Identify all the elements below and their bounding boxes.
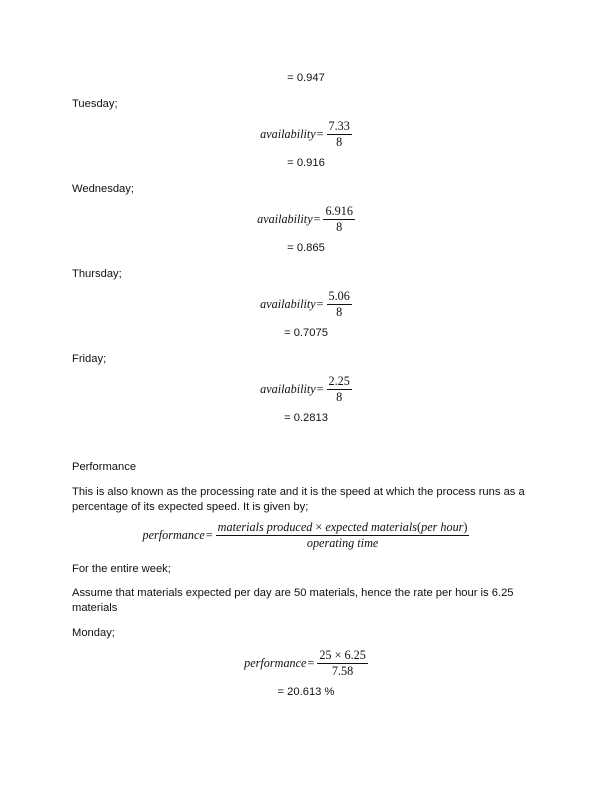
equation-lhs: availability [257, 212, 313, 226]
equation-lhs: availability [260, 297, 316, 311]
monday-availability-result: = 0.947 [287, 72, 325, 84]
numerator: 25 × 6.25 [319, 648, 366, 662]
denominator: 7.58 [331, 664, 354, 678]
friday-result: = 0.2813 [284, 412, 328, 424]
wednesday-availability-equation [0, 205, 612, 234]
denominator [305, 536, 380, 550]
equation-lhs: availability [260, 127, 316, 141]
equals-sign: = [316, 127, 324, 141]
wednesday-result: = 0.865 [287, 242, 325, 254]
equals-sign: = [205, 528, 213, 542]
equation-lhs: performance [142, 528, 205, 542]
monday-performance-equation [0, 649, 612, 678]
equals-sign: = [313, 212, 321, 226]
open-paren: ( [417, 520, 422, 534]
equals-sign: = [307, 656, 315, 670]
fraction [327, 290, 352, 319]
numerator [216, 521, 470, 536]
numerator: 2.25 [328, 374, 350, 388]
numerator: 7.33 [328, 119, 350, 133]
denominator: 8 [336, 390, 343, 404]
entire-week-label: For the entire week; [72, 563, 171, 575]
thursday-label: Thursday; [72, 268, 122, 280]
numerator-paren-term: per hour [421, 520, 464, 534]
fraction [327, 120, 352, 149]
monday-performance-result: = 20.613 % [277, 686, 335, 698]
numerator: 5.06 [328, 289, 350, 303]
monday-label: Monday; [72, 627, 115, 639]
equation-lhs: performance [244, 656, 307, 670]
numerator-term-2: expected materials [325, 520, 418, 534]
performance-formula [0, 521, 612, 550]
fraction [323, 205, 354, 234]
assumption-text: Assume that materials expected per day are 50 materials, hence the rate per hour is 6.25 materials [72, 587, 514, 614]
performance-description: This is also known as the processing rate and it is the speed at which the process runs as a percentage of its expected speed. It is given by; [72, 486, 525, 513]
denominator: 8 [336, 220, 343, 234]
tuesday-label: Tuesday; [72, 98, 118, 110]
fraction [317, 649, 367, 678]
fraction [327, 375, 352, 404]
fraction [216, 521, 470, 550]
equals-sign: = [316, 382, 324, 396]
friday-label: Friday; [72, 353, 107, 365]
tuesday-result: = 0.916 [287, 157, 325, 169]
wednesday-label: Wednesday; [72, 183, 134, 195]
times-sign: × [315, 520, 323, 534]
close-paren: ) [463, 520, 468, 534]
equation-lhs: availability [260, 382, 316, 396]
equals-sign: = [316, 297, 324, 311]
thursday-result: = 0.7075 [284, 327, 328, 339]
denominator: 8 [336, 305, 343, 319]
denominator-term: operating time [306, 536, 379, 550]
thursday-availability-equation [0, 290, 612, 319]
tuesday-availability-equation [0, 120, 612, 149]
performance-heading: Performance [72, 461, 137, 473]
friday-availability-equation [0, 375, 612, 404]
numerator-term-1: materials produced [217, 520, 313, 534]
denominator: 8 [336, 135, 343, 149]
numerator: 6.916 [325, 204, 353, 218]
